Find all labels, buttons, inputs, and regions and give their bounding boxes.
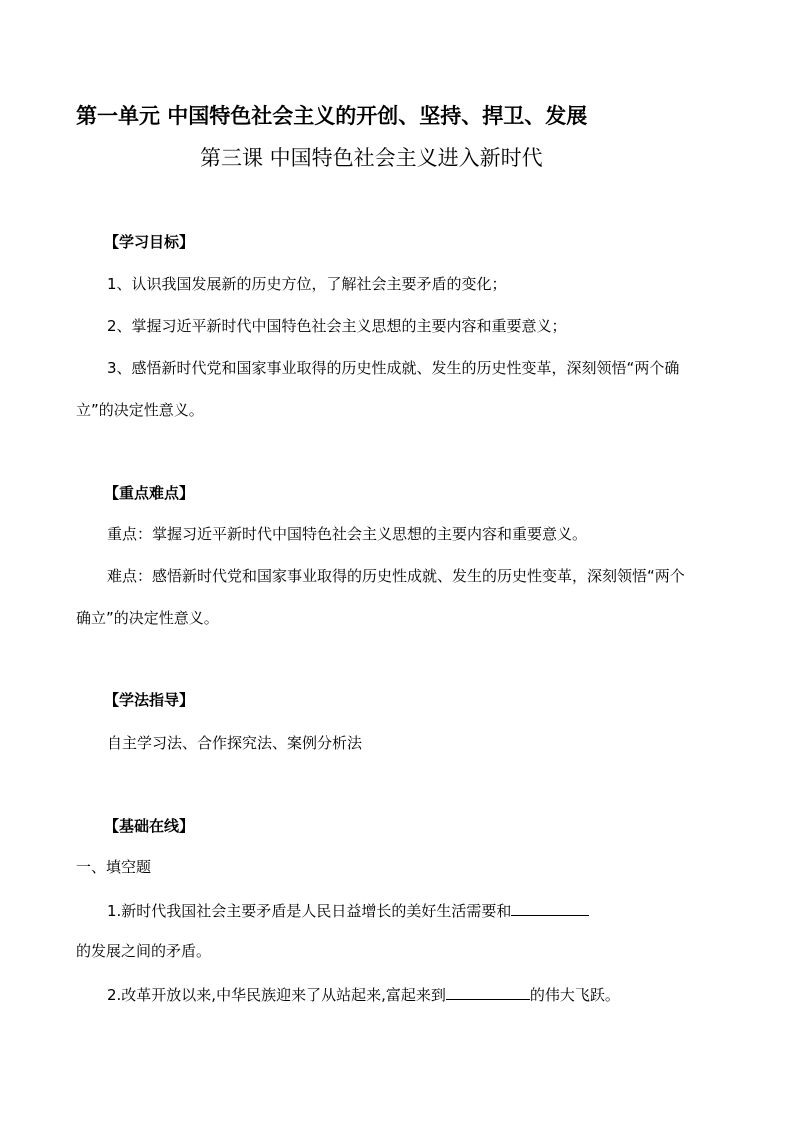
learning-goal-1: 1、认识我国发展新的历史方位，了解社会主要矛盾的变化；	[107, 275, 507, 293]
fill-blank-section-title: 一、填空题	[76, 858, 152, 876]
question-2-blank[interactable]	[446, 983, 530, 1000]
learning-goals-heading: 【学习目标】	[104, 233, 195, 251]
lesson-title: 第三课 中国特色社会主义进入新时代	[200, 146, 543, 170]
basics-heading: 【基础在线】	[104, 817, 195, 835]
difficult-point-line1: 难点：感悟新时代党和国家事业取得的历史性成就、发生的历史性变革，深刻领悟“两个	[107, 567, 685, 585]
difficult-point-line2: 确立”的决定性意义。	[76, 609, 219, 627]
study-method-text: 自主学习法、合作探究法、案例分析法	[107, 734, 363, 752]
learning-goal-3-line2: 立”的决定性意义。	[76, 401, 204, 419]
question-2	[107, 983, 620, 1005]
question-2-text: 2.改革开放以来,中华民族迎来了从站起来,富起来到	[107, 986, 446, 1004]
question-1-continued: 的发展之间的矛盾。	[76, 942, 212, 960]
question-1	[107, 899, 589, 921]
unit-title: 第一单元 中国特色社会主义的开创、坚持、捍卫、发展	[76, 104, 588, 128]
question-1-blank[interactable]	[511, 899, 589, 916]
learning-goal-3-line1: 3、感悟新时代党和国家事业取得的历史性成就、发生的历史性变革，深刻领悟“两个确	[107, 359, 680, 377]
key-points-heading: 【重点难点】	[104, 484, 195, 502]
question-2-text-end: 的伟大飞跃。	[529, 986, 620, 1004]
learning-goal-2: 2、掌握习近平新时代中国特色社会主义思想的主要内容和重要意义；	[107, 317, 567, 335]
study-method-heading: 【学法指导】	[104, 691, 195, 709]
question-1-text: 1.新时代我国社会主要矛盾是人民日益增长的美好生活需要和	[107, 902, 512, 920]
key-point: 重点：掌握习近平新时代中国特色社会主义思想的主要内容和重要意义。	[107, 525, 588, 543]
